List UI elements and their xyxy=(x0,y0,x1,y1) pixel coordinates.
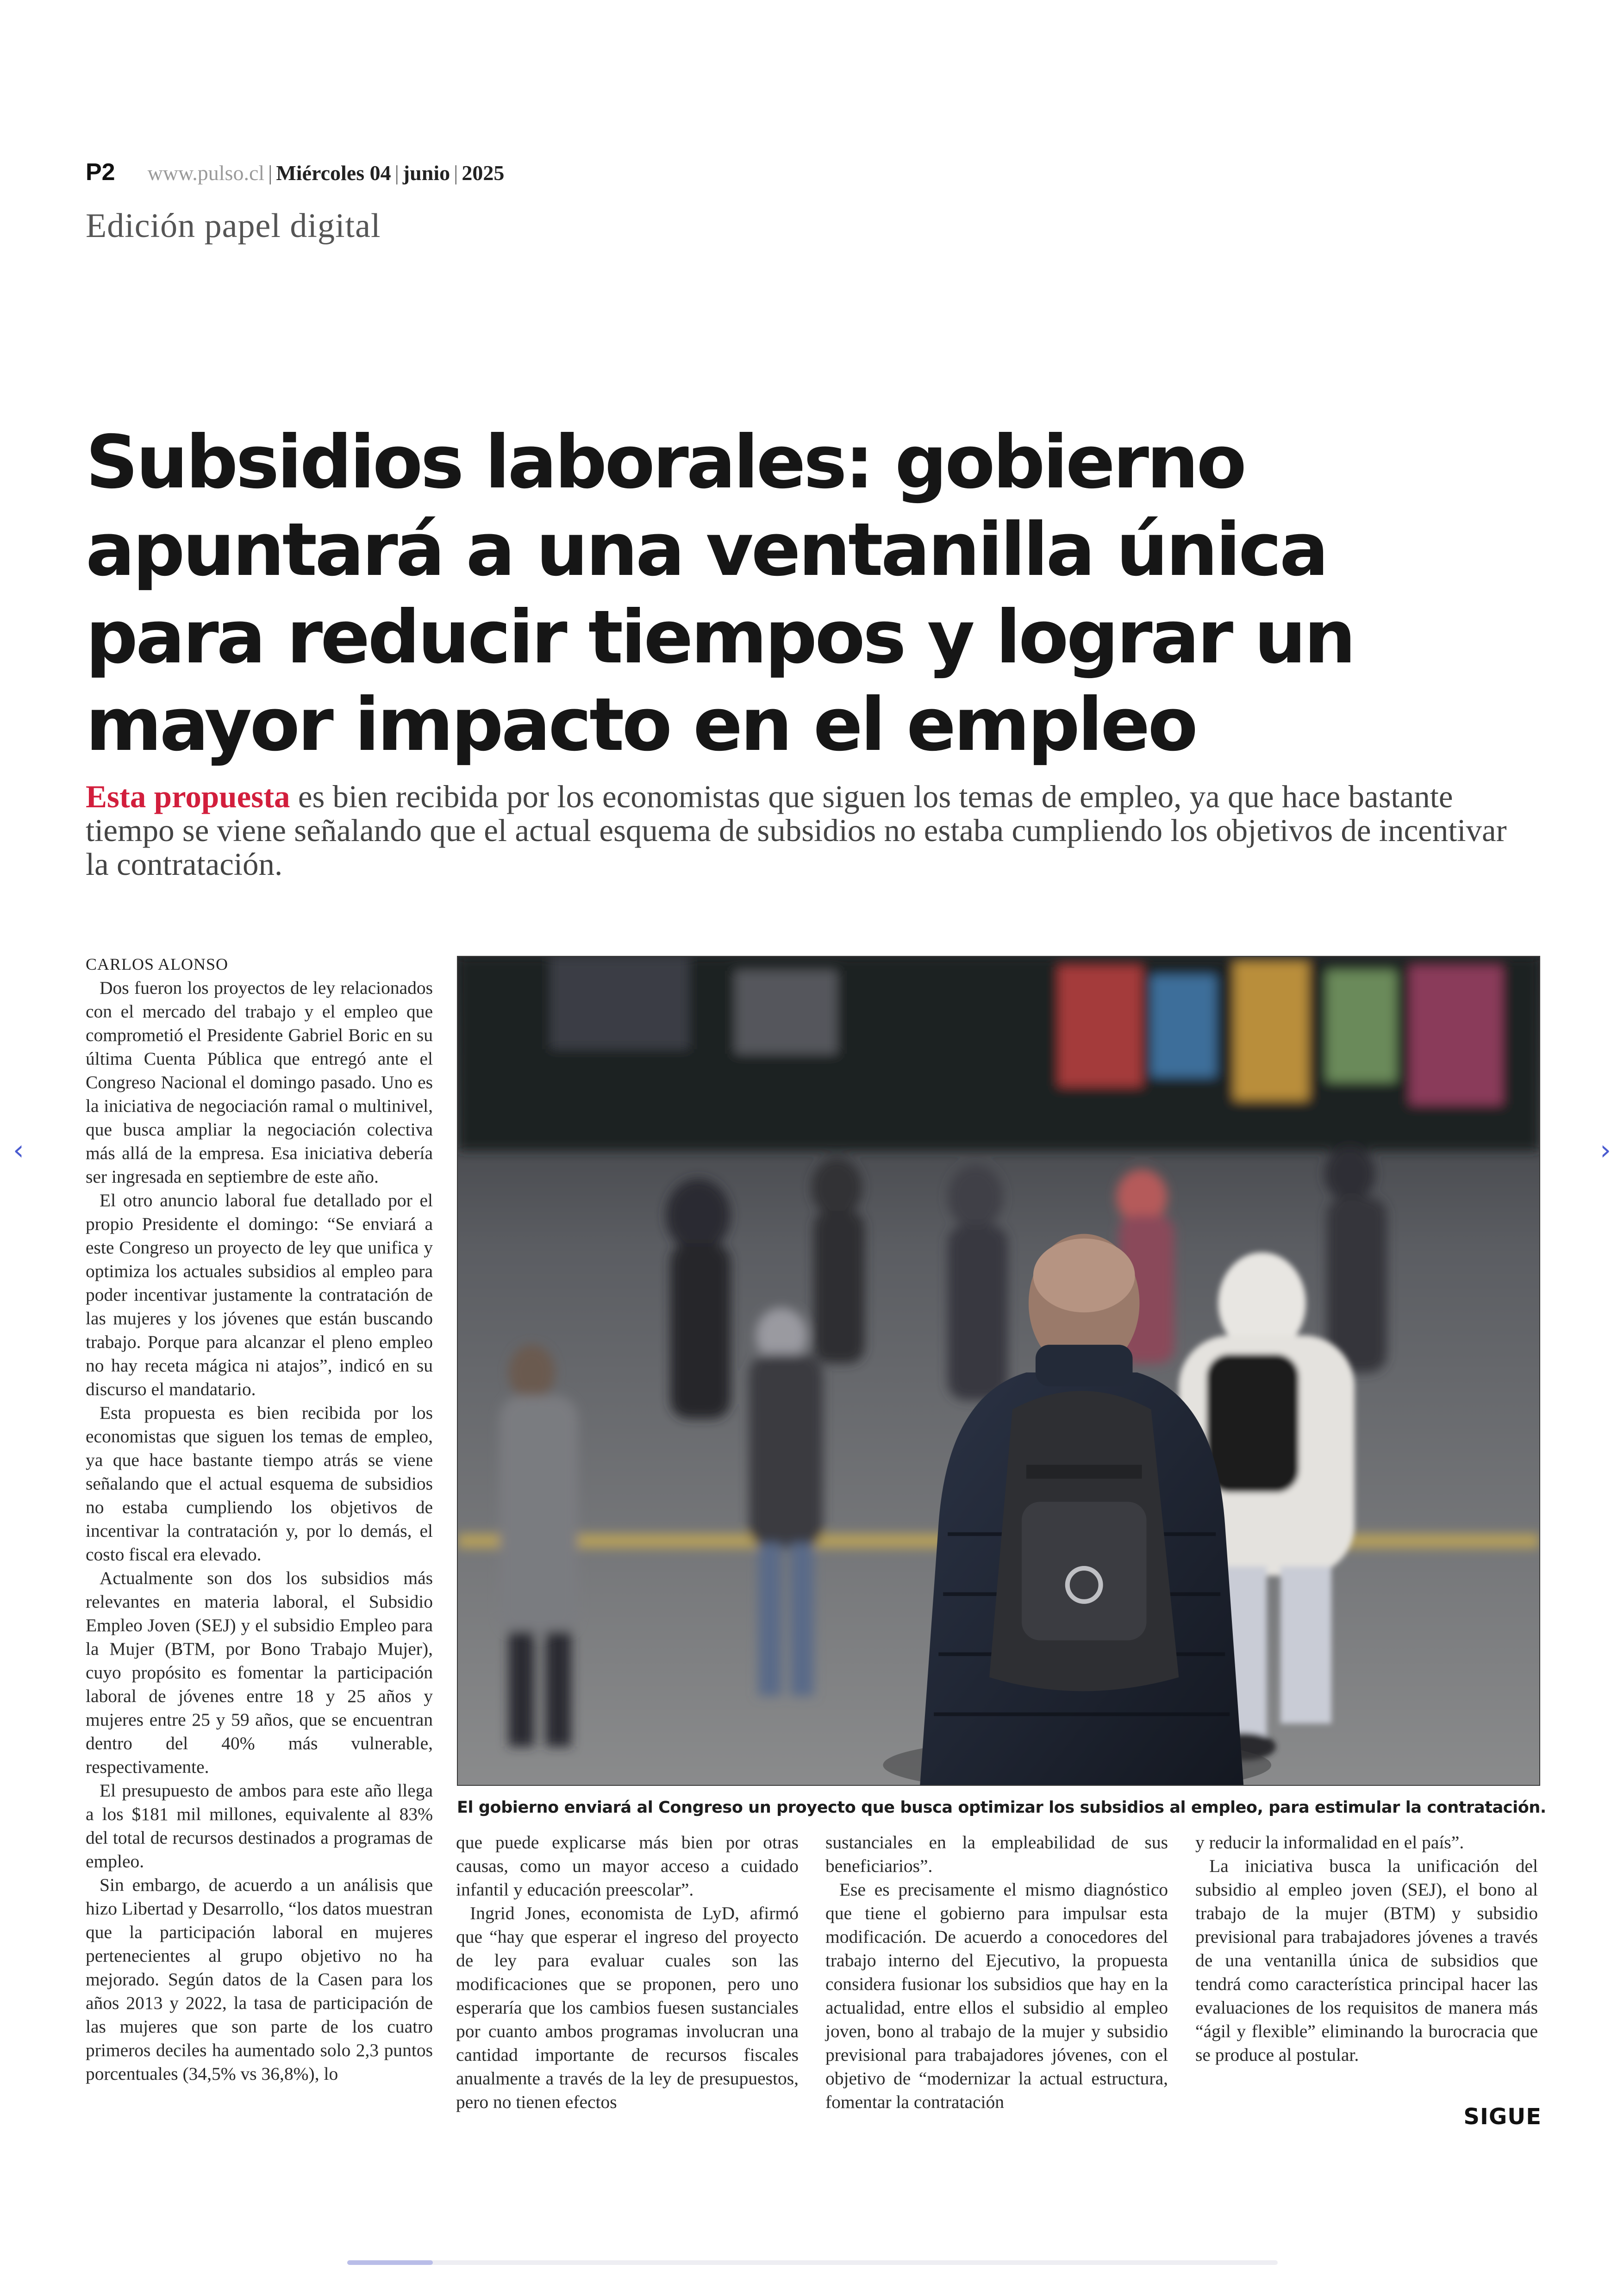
photo-illustration xyxy=(458,957,1539,1785)
paragraph: La iniciativa busca la unificación del subsidio al empleo joven (SEJ), el bono al trabajo de la mujer (BTM) y subsidio previsional para trabajadores jóvenes a través de una ventanilla única de subsidios que tendrá como característica principal hacer las evaluaciones de los requisitos de manera más “ágil y flexible” eliminando la burocracia que se produce al postular. xyxy=(1195,1856,1538,2065)
page-folio xyxy=(86,158,504,187)
article-column-3 xyxy=(825,1831,1168,2114)
article-column-2 xyxy=(456,1831,799,2114)
article-deck xyxy=(86,780,1535,881)
next-page-chevron-right-icon[interactable]: › xyxy=(1600,1134,1611,1166)
separator: | xyxy=(394,161,399,185)
site-url[interactable]: www.pulso.cl xyxy=(147,161,265,185)
article-column-1 xyxy=(86,953,433,2086)
page-number: P2 xyxy=(86,159,115,186)
deck-text: es bien recibida por los economistas que siguen los temas de empleo, ya que hace bastante tiempo se viene señalando que el actual esquema de subsidios no estaba cumpliendo los objetivos de incentivar la contratación. xyxy=(86,779,1507,882)
paragraph: Esta propuesta es bien recibida por los economistas que siguen los temas de empleo, ya que hace bastante tiempo atrás se viene señalando que el actual esquema de subsidios no estaba cumpliendo los objetivos de incentivar la contratación y, por lo demás, el costo fiscal era elevado. xyxy=(86,1403,433,1565)
paragraph: Sin embargo, de acuerdo a un análisis que hizo Libertad y Desarrollo, “los datos muestran que la participación laboral en mujeres pertenecientes al grupo objetivo no ha mejorado. Según datos de la Casen para los años 2013 y 2022, la tasa de participación de las mujeres que son parte de los cuatro primeros deciles ha aumentado solo 2,3 puntos porcentuales (34,5% vs 36,8%), lo xyxy=(86,1875,433,2084)
date-year: 2025 xyxy=(462,161,505,185)
date-weekday: Miércoles 04 xyxy=(276,161,391,185)
paragraph: Dos fueron los proyectos de ley relacionados con el mercado del trabajo y el empleo que comprometió el Presidente Gabriel Boric en su última Cuenta Pública que entregó ante el Congreso Nacional el domingo pasado. Uno es la iniciativa de negociación ramal o multinivel, que busca ampliar la negociación colectiva más allá de la empresa. Esa iniciativa debería ser ingresada en septiembre de este año. xyxy=(86,978,433,1187)
byline: CARLOS ALONSO xyxy=(86,955,229,973)
date-month: junio xyxy=(402,161,450,185)
paragraph: y reducir la informalidad en el país”. xyxy=(1195,1832,1464,1852)
prev-page-chevron-left-icon[interactable]: ‹ xyxy=(13,1134,24,1166)
separator: | xyxy=(454,161,458,185)
page-scrollbar-thumb[interactable] xyxy=(347,2260,433,2265)
continues-label: SIGUE xyxy=(1463,2104,1542,2130)
edition-label: Edición papel digital xyxy=(86,207,381,245)
paragraph: El otro anuncio laboral fue detallado por el propio Presidente el domingo: “Se enviará a este Congreso un proyecto de ley que unifica y optimiza los actuales subsidios al empleo para poder incentivar justamente la contratación de las mujeres y los jóvenes que están buscando trabajo. Porque para alcanzar el pleno empleo no hay receta mágica ni atajos”, indicó en su discurso el mandatario. xyxy=(86,1190,433,1399)
article-column-4 xyxy=(1195,1831,1538,2067)
paragraph: Ese es precisamente el mismo diagnóstico que tiene el gobierno para impulsar esta modificación. De acuerdo a conocedores del trabajo interno del Ejecutivo, la propuesta considera fusionar los subsidios que hay en la actualidad, entre ellos el subsidio al empleo joven, bono al trabajo de la mujer y subsidio previsional para trabajadores jóvenes, con el objetivo de “modernizar la actual estructura, fomentar la contratación xyxy=(825,1879,1168,2112)
separator: | xyxy=(268,161,273,185)
paragraph: Actualmente son dos los subsidios más relevantes en materia laboral, el Subsidio Empleo Joven (SEJ) y el subsidio Empleo para la Mujer (BTM, por Bono Trabajo Mujer), cuyo propósito es fomentar la participación laboral de jóvenes entre 18 y 25 años y mujeres entre 25 y 59 años, que se encuentran dentro del 40% más vulnerable, respectivamente. xyxy=(86,1568,433,1777)
paragraph: sustanciales en la empleabilidad de sus beneficiarios”. xyxy=(825,1832,1168,1876)
deck-lead: Esta propuesta xyxy=(86,779,290,814)
photo-caption: El gobierno enviará al Congreso un proyecto que busca optimizar los subsidios al empleo, para estimular la contratación. xyxy=(457,1798,1546,1817)
paragraph: que puede explicarse más bien por otras causas, como un mayor acceso a cuidado infantil y educación preescolar”. xyxy=(456,1832,799,1900)
paragraph: El presupuesto de ambos para este año llega a los $181 mil millones, equivalente al 83% del total de recursos destinados a programas de empleo. xyxy=(86,1780,433,1871)
article-headline: Subsidios laborales: gobierno apuntará a una ventanilla única para reducir tiempos y lograr un mayor impacto en el empleo xyxy=(86,420,1354,767)
page-scrollbar-track[interactable] xyxy=(347,2260,1278,2265)
paragraph: Ingrid Jones, economista de LyD, afirmó que “hay que esperar el ingreso del proyecto de ley para evaluar cuales son las modificaciones que se proponen, pero uno esperaría que los cambios fuesen sustanciales por cuanto ambos programas involucran una cantidad importante de recursos fiscales anualmente a través de la ley de presupuestos, pero no tienen efectos xyxy=(456,1903,799,2112)
article-photo xyxy=(457,956,1540,1786)
